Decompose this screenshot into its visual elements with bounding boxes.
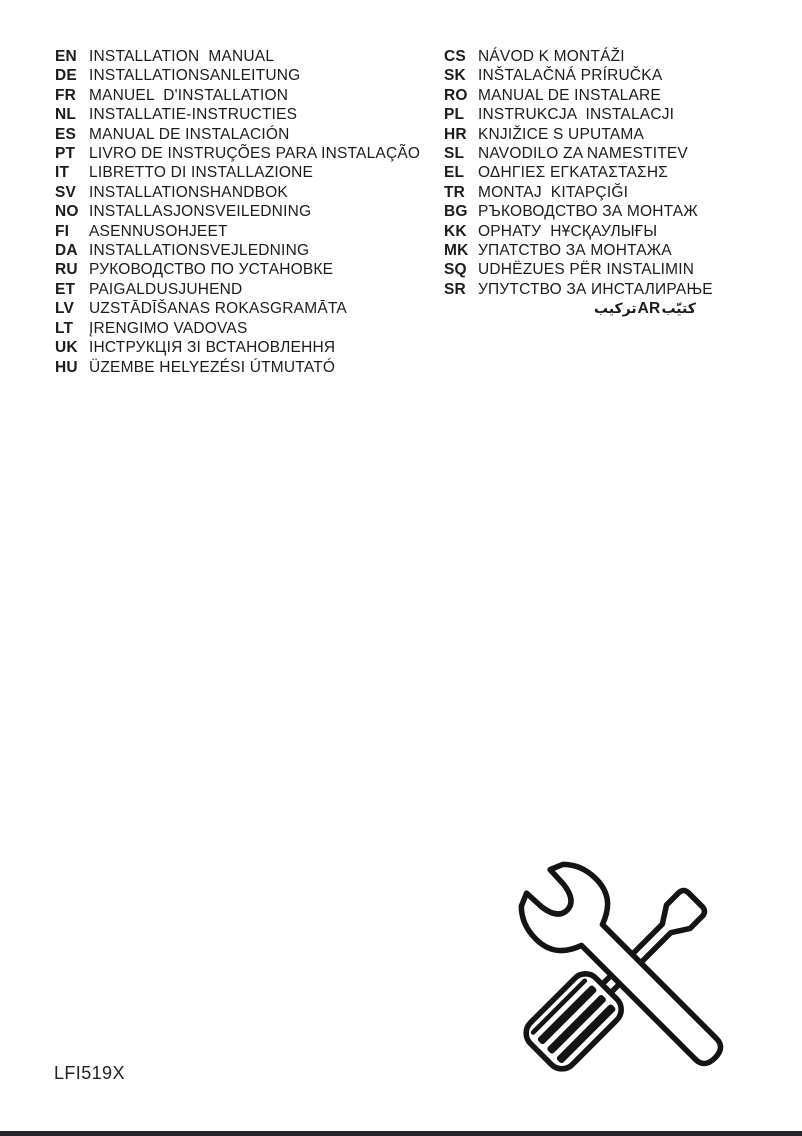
language-code: FI <box>55 222 70 240</box>
language-row <box>55 47 420 66</box>
language-code: ES <box>55 125 77 143</box>
model-number: LFI519X <box>54 1063 125 1083</box>
arabic-word-right: تركيب <box>594 300 637 317</box>
language-row <box>55 144 420 163</box>
language-code: IT <box>55 164 70 182</box>
language-code: PT <box>55 145 76 163</box>
language-row <box>444 241 713 260</box>
language-row <box>55 260 420 279</box>
language-code: SL <box>444 145 465 163</box>
language-row <box>444 66 713 85</box>
language-code: CS <box>444 48 466 65</box>
language-code: FR <box>55 86 77 104</box>
language-code: EL <box>444 164 465 182</box>
language-label: INSTALLATIONSVEJLEDNING <box>89 242 310 260</box>
language-code: LV <box>55 300 75 318</box>
language-label: MONTAJ KITAPÇIĞI <box>478 183 629 201</box>
language-code: TR <box>444 183 466 201</box>
language-label: PAIGALDUSJUHEND <box>89 280 243 298</box>
language-code: SV <box>55 183 77 201</box>
language-code: ET <box>55 280 76 298</box>
language-code: RU <box>55 261 78 279</box>
language-label: UZSTĀDĪŠANAS ROKASGRAMĀTA <box>89 300 347 318</box>
language-code: RO <box>444 86 468 104</box>
bottom-page-rule <box>0 1131 802 1136</box>
language-code: HU <box>55 358 78 376</box>
language-label: INSTALLATIONSANLEITUNG <box>89 67 301 85</box>
language-row <box>55 183 420 202</box>
language-row <box>444 144 713 163</box>
language-code: NL <box>55 106 77 124</box>
language-list-right <box>444 47 713 319</box>
language-row <box>444 105 713 124</box>
language-code: KK <box>444 222 467 240</box>
language-code: DA <box>55 242 78 260</box>
language-row <box>55 86 420 105</box>
language-label: INSTALLATION MANUAL <box>89 48 275 65</box>
language-list-left <box>55 47 420 377</box>
language-label: INSTALLATIE-INSTRUCTIES <box>89 106 298 124</box>
language-label: INSTRUKCJA INSTALACJI <box>478 106 675 124</box>
language-label: ОРНАТУ НҰСҚАУЛЫҒЫ <box>478 222 658 240</box>
language-code: DE <box>55 67 77 85</box>
language-row <box>444 47 713 66</box>
language-label: KNJIŽICE S UPUTAMA <box>478 125 645 143</box>
language-code: AR <box>637 300 661 318</box>
language-label: INSTALLASJONSVEILEDNING <box>89 203 312 221</box>
language-code: NO <box>55 203 79 221</box>
language-label: MANUAL DE INSTALACIÓN <box>89 125 290 143</box>
language-label: РЪКОВОДСТВО ЗА МОНТАЖ <box>478 203 698 221</box>
language-label: РУКОВОДСТВО ПО УСТАНОВКЕ <box>89 261 334 279</box>
language-row <box>55 163 420 182</box>
language-row <box>55 241 420 260</box>
language-row <box>55 358 420 377</box>
language-label: INSTALLATIONSHANDBOK <box>89 183 288 201</box>
language-label: MANUAL DE INSTALARE <box>478 86 661 104</box>
language-row <box>444 125 713 144</box>
language-label: INŠTALAČNÁ PRÍRUČKA <box>478 67 663 85</box>
arabic-word-left: كتيّب <box>661 300 696 317</box>
language-row <box>55 299 420 318</box>
language-code: PL <box>444 106 465 124</box>
language-label: ΟΔΗΓΙΕΣ ΕΓΚΑΤΑΣΤΑΣΗΣ <box>478 164 668 182</box>
language-label: LIBRETTO DI INSTALLAZIONE <box>89 164 314 182</box>
language-row <box>55 222 420 241</box>
language-label: ÜZEMBE HELYEZÉSI ÚTMUTATÓ <box>89 358 336 376</box>
language-label: ASENNUSOHJEET <box>89 222 228 240</box>
language-row <box>444 183 713 202</box>
language-label: NÁVOD K MONTÁŽI <box>478 48 625 65</box>
language-label: MANUEL D'INSTALLATION <box>89 86 289 104</box>
language-row <box>444 222 713 241</box>
language-row <box>55 280 420 299</box>
language-label: NAVODILO ZA NAMESTITEV <box>478 145 688 163</box>
language-code: SQ <box>444 261 467 279</box>
language-row <box>444 280 713 299</box>
language-code: SR <box>444 280 466 298</box>
language-code: UK <box>55 339 78 357</box>
language-label: ІНСТРУКЦІЯ ЗІ ВСТАНОВЛЕННЯ <box>89 339 336 357</box>
language-code: HR <box>444 125 467 143</box>
language-row <box>55 66 420 85</box>
language-code: BG <box>444 203 468 221</box>
language-row <box>444 163 713 182</box>
language-code: LT <box>55 319 74 337</box>
language-row <box>55 319 420 338</box>
language-code: EN <box>55 48 77 65</box>
language-code: SK <box>444 67 466 85</box>
language-label: УПАТСТВО ЗА МОНТАЖА <box>478 242 672 260</box>
language-row <box>444 202 713 221</box>
language-row <box>55 105 420 124</box>
language-code: MK <box>444 242 469 260</box>
language-label: UDHËZUES PËR INSTALIMIN <box>478 261 695 279</box>
language-row <box>444 260 713 279</box>
language-label: УПУТСТВО ЗА ИНСТАЛИРАЊЕ <box>478 280 713 298</box>
language-row-arabic <box>594 299 713 318</box>
language-label: ĮRENGIMO VADOVAS <box>89 319 248 337</box>
language-row <box>55 202 420 221</box>
language-row <box>55 125 420 144</box>
language-row <box>444 86 713 105</box>
language-row <box>55 338 420 357</box>
wrench-and-screwdriver-icon <box>515 858 737 1080</box>
language-label: LIVRO DE INSTRUÇÕES PARA INSTALAÇÃO <box>89 145 421 163</box>
